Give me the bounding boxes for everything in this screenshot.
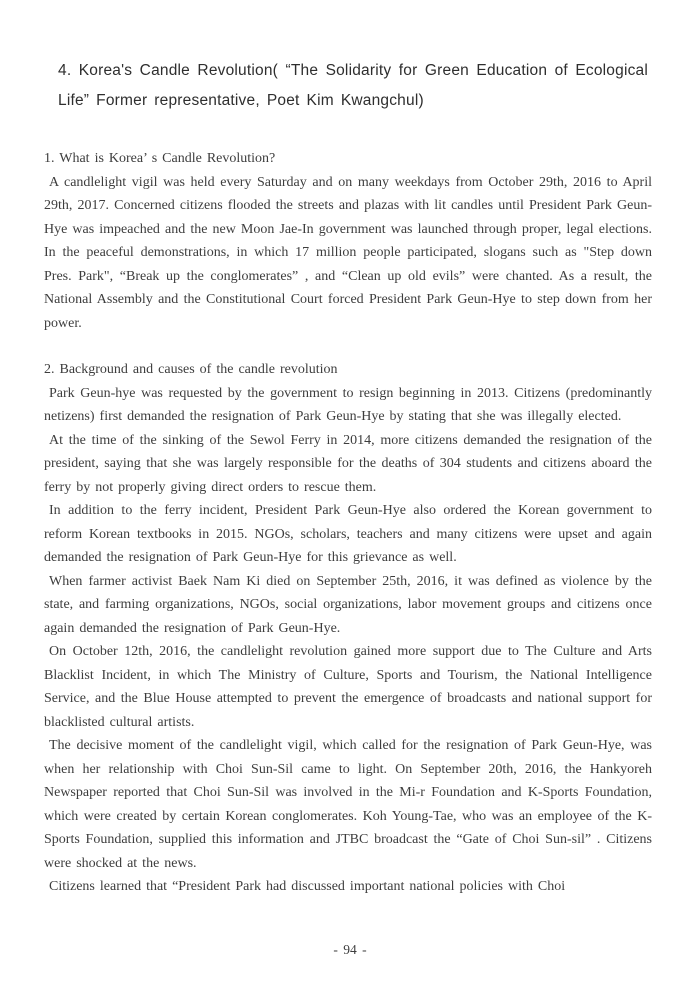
section-2-heading: 2. Background and causes of the candle revolution (44, 362, 338, 377)
section-1-paragraph: A candlelight vigil was held every Saturday and on many weekdays from October 29th, 2016 to April 29th, 2017. Concerned citizens flooded the streets and plazas with lit candles until President Park Geun-Hye was impeached and the new Moon Jae-In government was launched through proper, legal elections. In the peaceful demonstrations, in which 17 million people participated, slogans such as "Step down Pres. Park", “Break up the conglomerates” , and “Clean up old evils” were chanted. As a result, the National Assembly and the Constitutional Court forced President Park Geun-Hye to step down from her power. (44, 174, 652, 331)
section-2-paragraph-truncated: Citizens learned that “President Park had discussed important national policies with Choi (49, 879, 566, 894)
section-background-and-causes (44, 358, 652, 899)
section-2-paragraph: When farmer activist Baek Nam Ki died on September 25th, 2016, it was defined as violence by the state, and farming organizations, NGOs, social organizations, labor movement groups and citizens once again demanded the resignation of Park Geun-Hye. (44, 573, 652, 636)
section-2-paragraph: The decisive moment of the candlelight vigil, which called for the resignation of Park Geun-Hye, was when her relationship with Choi Sun-Sil came to light. On September 20th, 2016, the Hankyoreh Newspaper reported that Choi Sun-Sil was involved in the Mi-r Foundation and K-Sports Foundation, which were created by certain Korean conglomerates. Koh Young-Tae, who was an employee of the K-Sports Foundation, supplied this information and JTBC broadcast the “Gate of Choi Sun-sil” . Citizens were shocked at the news. (44, 738, 652, 871)
section-1-heading: 1. What is Korea’ s Candle Revolution? (44, 151, 276, 166)
section-2-paragraph: In addition to the ferry incident, President Park Geun-Hye also ordered the Korean government to reform Korean textbooks in 2015. NGOs, scholars, teachers and many citizens were upset and again demanded the resignation of Park Geun-Hye for this grievance as well. (44, 503, 652, 565)
section-what-is-candle-revolution (44, 147, 652, 335)
section-2-paragraph: At the time of the sinking of the Sewol Ferry in 2014, more citizens demanded the resignation of the president, saying that she was largely responsible for the deaths of 304 students and citizens aboard the ferry by not properly giving direct orders to rescue them. (44, 432, 652, 495)
section-2-paragraph: Park Geun-hye was requested by the government to resign beginning in 2013. Citizens (predominantly netizens) first demanded the resignation of Park Geun-Hye by stating that she was illegally elected. (44, 385, 652, 424)
section-2-paragraph: On October 12th, 2016, the candlelight revolution gained more support due to The Culture and Arts Blacklist Incident, in which The Ministry of Culture, Sports and Tourism, the National Intelligence Service, and the Blue House attempted to prevent the emergence of broadcasts and national support for blacklisted cultural artists. (44, 644, 652, 730)
page-number-footer: - 94 - (333, 942, 367, 957)
document-title: 4. Korea's Candle Revolution( “The Solidarity for Green Education of Ecological Life” Former representative, Poet Kim Kwangchul) (58, 62, 648, 109)
